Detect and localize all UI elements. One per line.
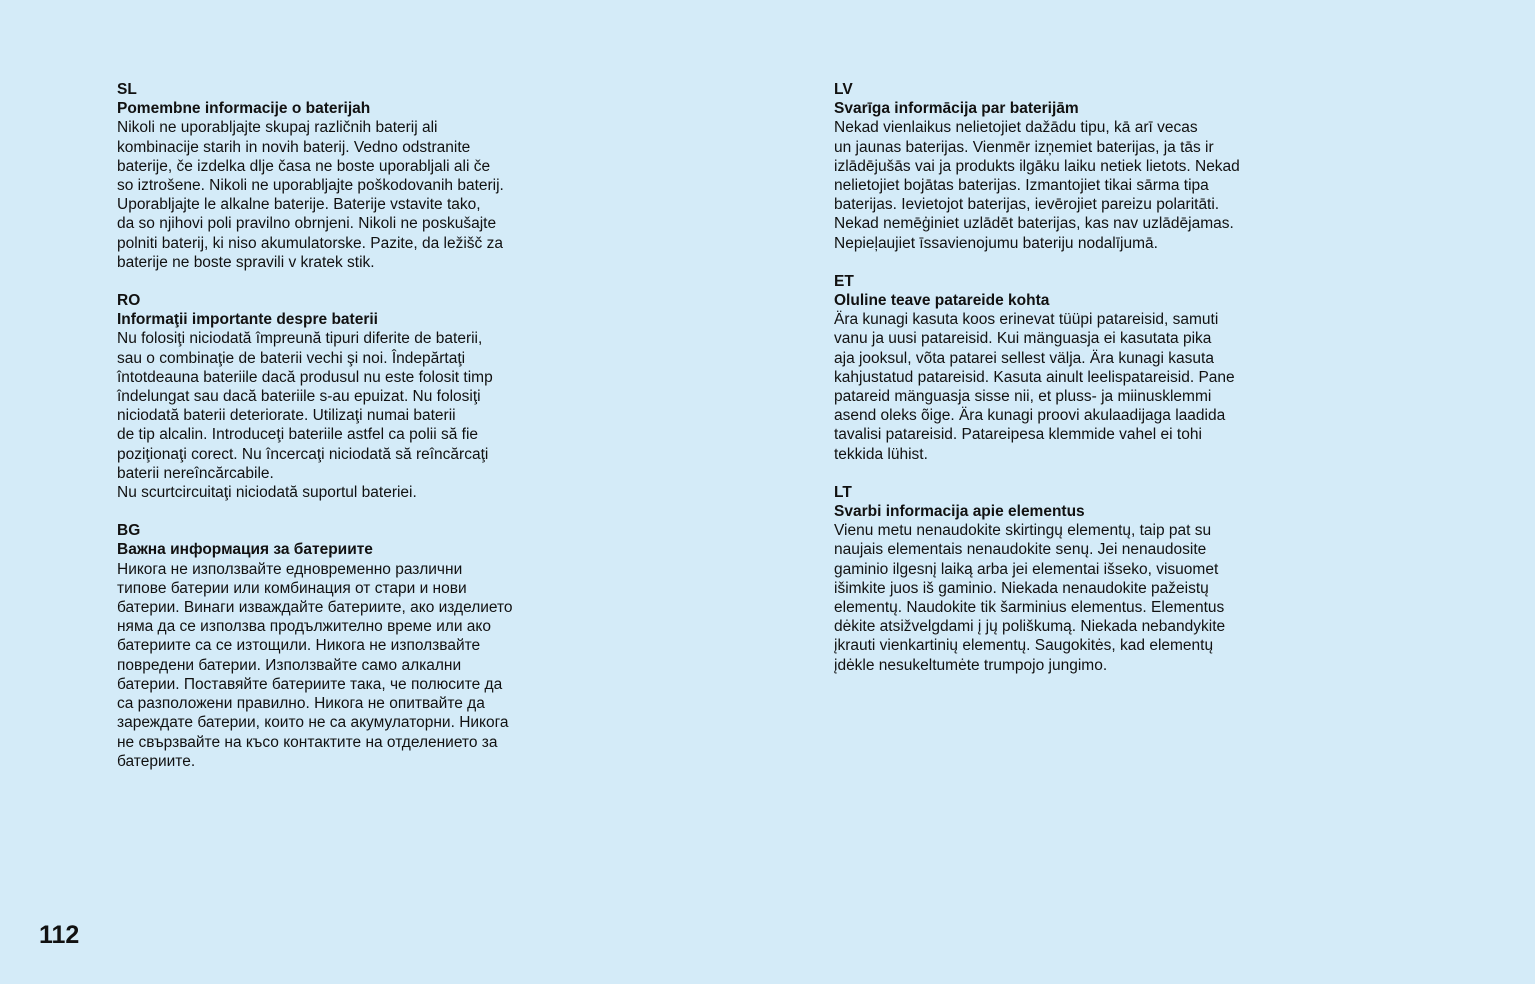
- body-line: Никога не използвайте едновременно различни: [117, 560, 463, 578]
- body-line: Vienu metu nenaudokite skirtingų elementų, taip pat su: [834, 522, 1212, 540]
- body-line: tavalisi patareisid. Patareipesa klemmide vahel ei tohi: [834, 426, 1202, 444]
- body-line: so iztrošene. Nikoli ne uporabljajte poškodovanih baterij.: [117, 177, 504, 195]
- body-line: Nekad vienlaikus nelietojiet dažādu tipu, kā arī vecas: [834, 119, 1198, 137]
- section-et: [834, 272, 1324, 464]
- section-heading: Важна информация за батериите: [117, 541, 373, 559]
- body-line: baterije ne boste spravili v kratek stik.: [117, 253, 375, 271]
- body-line: întotdeauna bateriile dacă produsul nu este folosit timp: [117, 368, 493, 386]
- section-heading: Pomembne informacije o baterijah: [117, 100, 371, 118]
- body-line: няма да се използва продължително време или ако: [117, 618, 491, 636]
- body-line: baterije, če izdelka dlje časa ne boste uporabljali ali če: [117, 157, 491, 175]
- body-line: baterijas. Ievietojot baterijas, ievērojiet pareizu polaritāti.: [834, 196, 1220, 214]
- language-code: LV: [834, 81, 853, 98]
- body-line: nelietojiet bojātas baterijas. Izmantojiet tikai sārma tipa: [834, 177, 1209, 195]
- body-line: батерии. Винаги изваждайте батериите, ако изделието: [117, 599, 513, 617]
- body-line: išimkite juos iš gaminio. Niekada nenaudokite pažeistų: [834, 579, 1209, 597]
- section-bg: [117, 521, 607, 771]
- body-line: батериите са се изтощили. Никога не използвайте: [117, 637, 481, 655]
- body-line: poziţionaţi corect. Nu încercaţi niciodată să reîncărcaţi: [117, 445, 489, 463]
- section-heading: Oluline teave patareide kohta: [834, 292, 1050, 310]
- language-code: ET: [834, 272, 854, 290]
- section-heading: Svarīga informācija par baterijām: [834, 100, 1079, 118]
- body-line: типове батерии или комбинация от стари и нови: [117, 579, 467, 597]
- body-line: įdėkle nesukeltumėte trumpojo jungimo.: [834, 656, 1108, 674]
- language-code: RO: [117, 292, 141, 310]
- body-line: tekkida lühist.: [834, 445, 928, 463]
- language-code: SL: [117, 81, 137, 98]
- body-line: patareid mänguasja sisse nii, et pluss- ja miinusklemmi: [834, 388, 1212, 406]
- language-code: LT: [834, 483, 852, 501]
- body-line: da so njihovi poli pravilno obrnjeni. Nikoli ne poskušajte: [117, 215, 497, 233]
- body-line: asend oleks õige. Ära kunagi proovi akulaadijaga laadida: [834, 407, 1226, 425]
- body-line: kombinacije starih in novih baterij. Vedno odstranite: [117, 138, 471, 156]
- body-line: батерии. Поставяйте батериите така, че полюсите да: [117, 675, 503, 693]
- body-line: sau o combinaţie de baterii vechi şi noi. Îndepărtaţi: [117, 349, 466, 367]
- body-line: elementų. Naudokite tik šarminius elementus. Elementus: [834, 599, 1225, 617]
- body-line: îndelungat sau dacă bateriile s-au epuizat. Nu folosiţi: [117, 388, 481, 406]
- body-line: vanu ja uusi patareisid. Kui mänguasja ei kasutata pika: [834, 330, 1212, 348]
- body-line: зареждате батерии, които не са акумулаторни. Никога: [117, 714, 509, 732]
- body-line: dėkite atsižvelgdami į jų poliškumą. Niekada nebandykite: [834, 618, 1226, 636]
- body-line: gaminio ilgesnį laiką arba jei elementai išseko, visuomet: [834, 560, 1219, 578]
- page-number: 112: [39, 921, 80, 949]
- body-line: Ära kunagi kasuta koos erinevat tüüpi patareisid, samuti: [834, 311, 1219, 329]
- body-line: niciodată baterii deteriorate. Utilizaţi numai baterii: [117, 407, 456, 425]
- section-body: [834, 310, 1324, 464]
- body-line: Uporabljajte le alkalne baterije. Baterije vstavite tako,: [117, 196, 481, 214]
- body-line: са разположени правилно. Никога не опитвайте да: [117, 695, 485, 713]
- body-line: Nikoli ne uporabljajte skupaj različnih baterij ali: [117, 119, 438, 137]
- section-heading: Informaţii importante despre baterii: [117, 311, 378, 329]
- language-code: BG: [117, 522, 141, 540]
- left-column: [117, 80, 607, 790]
- body-line: Nekad nemēģiniet uzlādēt baterijas, kas nav uzlādējamas.: [834, 215, 1234, 233]
- section-body: [834, 118, 1324, 252]
- body-line: de tip alcalin. Introduceţi bateriile astfel ca polii să fie: [117, 426, 479, 444]
- section-heading: Svarbi informacija apie elementus: [834, 503, 1085, 521]
- body-line: polniti baterij, ki niso akumulatorske. Pazite, da ležišč za: [117, 234, 503, 252]
- section-body: [117, 560, 607, 771]
- section-sl: [117, 80, 607, 272]
- section-lv: [834, 80, 1324, 253]
- body-line: kahjustatud patareisid. Kasuta ainult leelispatareisid. Pane: [834, 368, 1235, 386]
- section-body: [834, 521, 1324, 675]
- section-lt: [834, 483, 1324, 675]
- body-line: aja jooksul, võta patarei sellest välja. Ära kunagi kasuta: [834, 349, 1214, 367]
- section-body: [117, 329, 607, 502]
- body-line: Nu folosiţi niciodată împreună tipuri diferite de baterii,: [117, 330, 483, 348]
- body-line: повредени батерии. Използвайте само алкални: [117, 656, 462, 674]
- body-line: Nepieļaujiet īssavienojumu bateriju nodalījumā.: [834, 234, 1158, 252]
- body-line: izlādējušās vai ja produkts ilgāku laiku netiek lietots. Nekad: [834, 157, 1240, 175]
- body-line: naujais elementais nenaudokite senų. Jei nenaudosite: [834, 541, 1207, 559]
- body-line: Nu scurtcircuitaţi niciodată suportul bateriei.: [117, 484, 417, 502]
- section-body: [117, 118, 607, 272]
- body-line: не свързвайте на късо контактите на отделението за: [117, 733, 498, 751]
- body-line: baterii nereîncărcabile.: [117, 464, 274, 482]
- body-line: батериите.: [117, 752, 196, 770]
- right-column: [834, 80, 1324, 694]
- body-line: un jaunas baterijas. Vienmēr izņemiet baterijas, ja tās ir: [834, 138, 1214, 156]
- body-line: įkrauti vienkartinių elementų. Saugokitės, kad elementų: [834, 637, 1214, 655]
- section-ro: [117, 291, 607, 502]
